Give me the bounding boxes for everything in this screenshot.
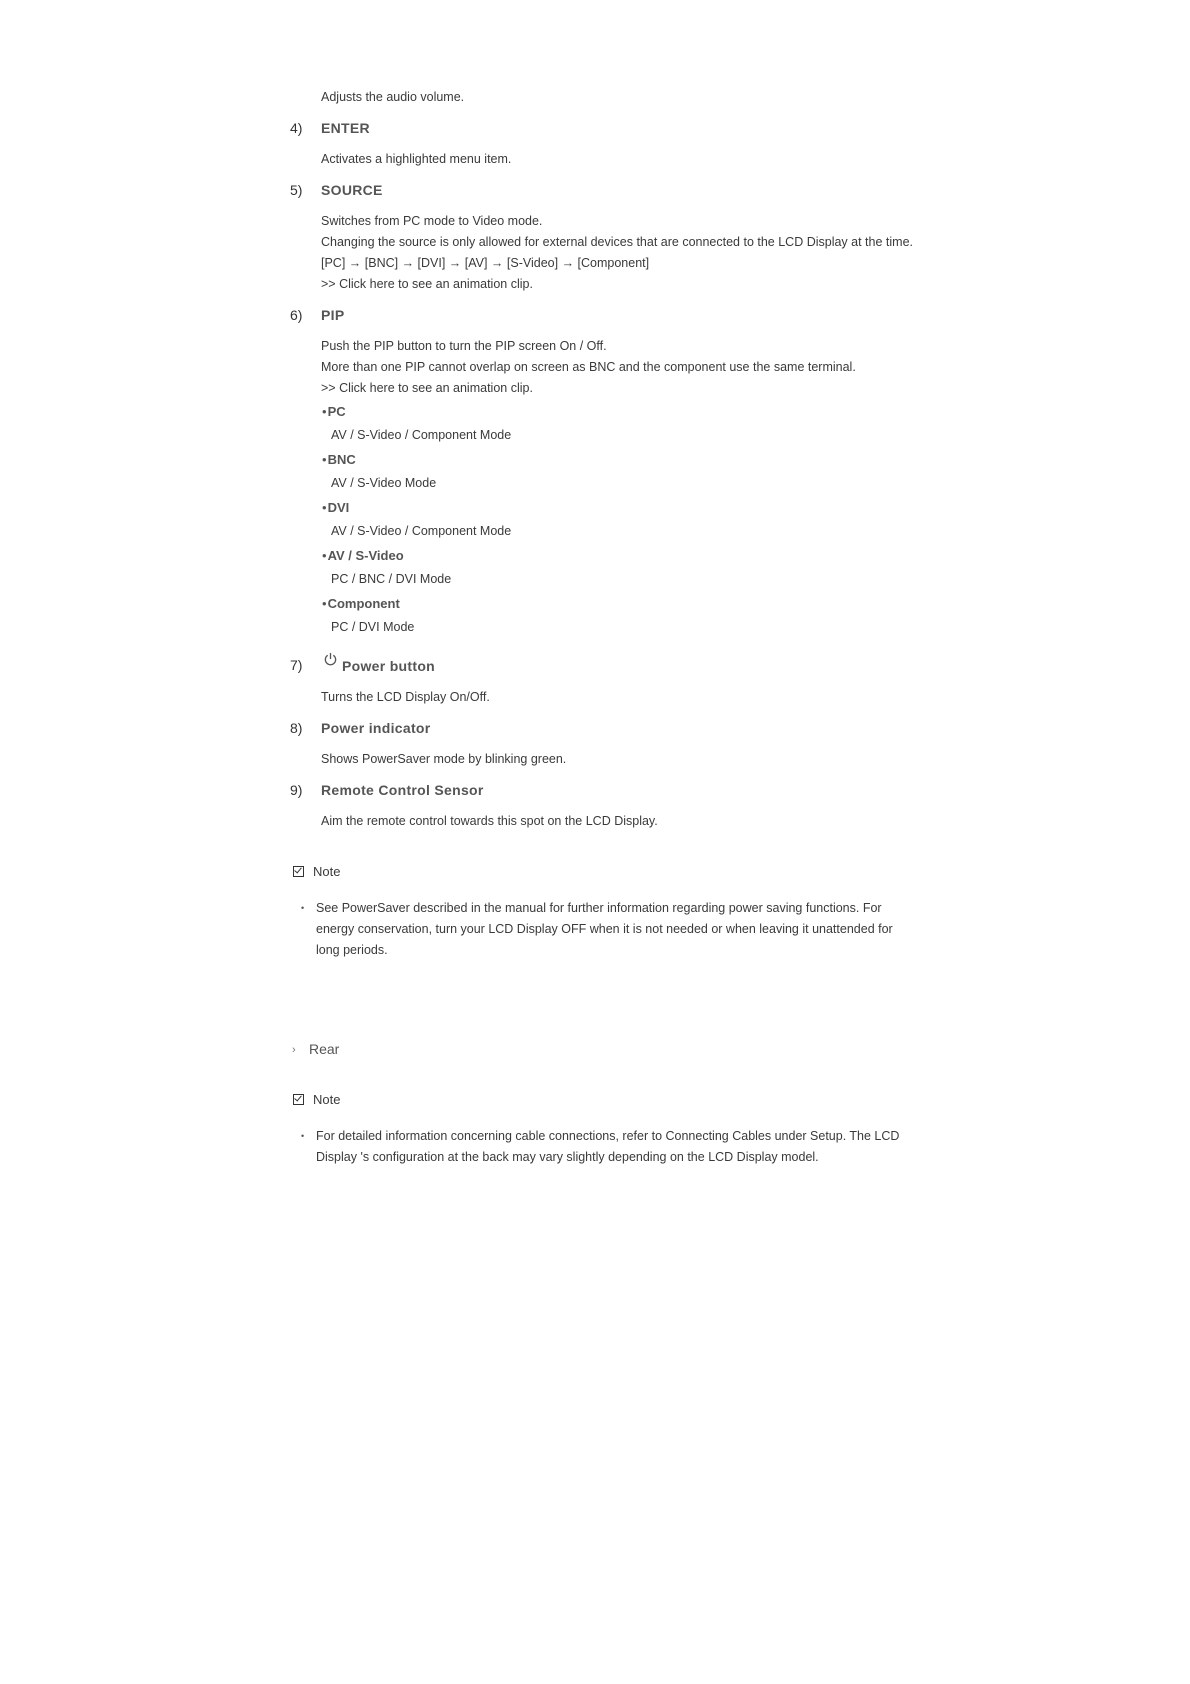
power-indicator-desc: Shows PowerSaver mode by blinking green. xyxy=(321,752,567,766)
note-text-line: Display 's configuration at the back may vary slightly depending on the LCD Display model. xyxy=(316,1150,819,1164)
item-number: 4) xyxy=(290,120,303,136)
intro-text: Adjusts the audio volume. xyxy=(321,90,465,104)
item-title-enter: ENTER xyxy=(321,120,370,136)
item-number: 9) xyxy=(290,782,303,798)
power-button-desc: Turns the LCD Display On/Off. xyxy=(321,690,490,704)
source-animation-link[interactable]: >> Click here to see an animation clip. xyxy=(321,277,533,291)
bullet-icon: • xyxy=(322,548,327,563)
item-title-pip: PIP xyxy=(321,307,345,323)
pip-mode-desc: PC / BNC / DVI Mode xyxy=(331,572,452,586)
pip-mode-desc: AV / S-Video / Component Mode xyxy=(331,524,512,538)
note-check-icon xyxy=(293,866,304,877)
pip-mode-desc: AV / S-Video Mode xyxy=(331,476,437,490)
pip-mode-bnc xyxy=(322,451,356,468)
item-number: 5) xyxy=(290,182,303,198)
note-label: Note xyxy=(313,1092,341,1107)
bullet-icon: • xyxy=(301,903,305,913)
item-number: 7) xyxy=(290,657,303,673)
pip-mode-dvi xyxy=(322,499,349,516)
item-title-power-button: Power button xyxy=(342,658,436,674)
pip-mode-name: BNC xyxy=(327,452,356,467)
item-title-power-indicator: Power indicator xyxy=(321,720,431,736)
pip-desc-line: Push the PIP button to turn the PIP screen On / Off. xyxy=(321,339,607,353)
bullet-icon: • xyxy=(322,452,327,467)
note-text-line: See PowerSaver described in the manual for further information regarding power saving functions. For xyxy=(316,901,882,915)
pip-mode-desc: AV / S-Video / Component Mode xyxy=(331,428,512,442)
enter-desc: Activates a highlighted menu item. xyxy=(321,152,512,166)
pip-desc-line: More than one PIP cannot overlap on screen as BNC and the component use the same terminal. xyxy=(321,360,856,374)
note-text-line: long periods. xyxy=(316,943,388,957)
pip-mode-component xyxy=(322,595,400,612)
remote-sensor-desc: Aim the remote control towards this spot on the LCD Display. xyxy=(321,814,658,828)
bullet-icon: • xyxy=(322,500,327,515)
note-check-icon xyxy=(293,1094,304,1105)
source-sequence: [PC] → [BNC] → [DVI] → [AV] → [S-Video] → [Component] xyxy=(321,256,650,270)
pip-mode-name: Component xyxy=(327,596,400,611)
pip-mode-pc xyxy=(322,403,346,420)
pip-mode-name: AV / S-Video xyxy=(327,548,404,563)
pip-mode-desc: PC / DVI Mode xyxy=(331,620,415,634)
bullet-icon: • xyxy=(301,1131,305,1141)
source-desc-line: Switches from PC mode to Video mode. xyxy=(321,214,543,228)
rear-arrow-icon: › xyxy=(292,1044,296,1056)
pip-mode-av-svideo xyxy=(322,547,404,564)
pip-animation-link[interactable]: >> Click here to see an animation clip. xyxy=(321,381,533,395)
source-desc-line: Changing the source is only allowed for external devices that are connected to the LCD Display at the time. xyxy=(321,235,913,249)
pip-mode-name: DVI xyxy=(327,500,350,515)
item-title-remote-sensor: Remote Control Sensor xyxy=(321,782,484,798)
item-number: 8) xyxy=(290,720,303,736)
note-text-line: For detailed information concerning cable connections, refer to Connecting Cables under Setup. The LCD xyxy=(316,1129,900,1143)
note-label: Note xyxy=(313,864,341,879)
rear-section-link[interactable]: Rear xyxy=(309,1041,340,1057)
pip-mode-name: PC xyxy=(327,404,346,419)
power-icon xyxy=(323,652,338,672)
bullet-icon: • xyxy=(322,596,327,611)
note-text-line: energy conservation, turn your LCD Display OFF when it is not needed or when leaving it unattended for xyxy=(316,922,893,936)
item-number: 6) xyxy=(290,307,303,323)
item-title-source: SOURCE xyxy=(321,182,383,198)
bullet-icon: • xyxy=(322,404,327,419)
